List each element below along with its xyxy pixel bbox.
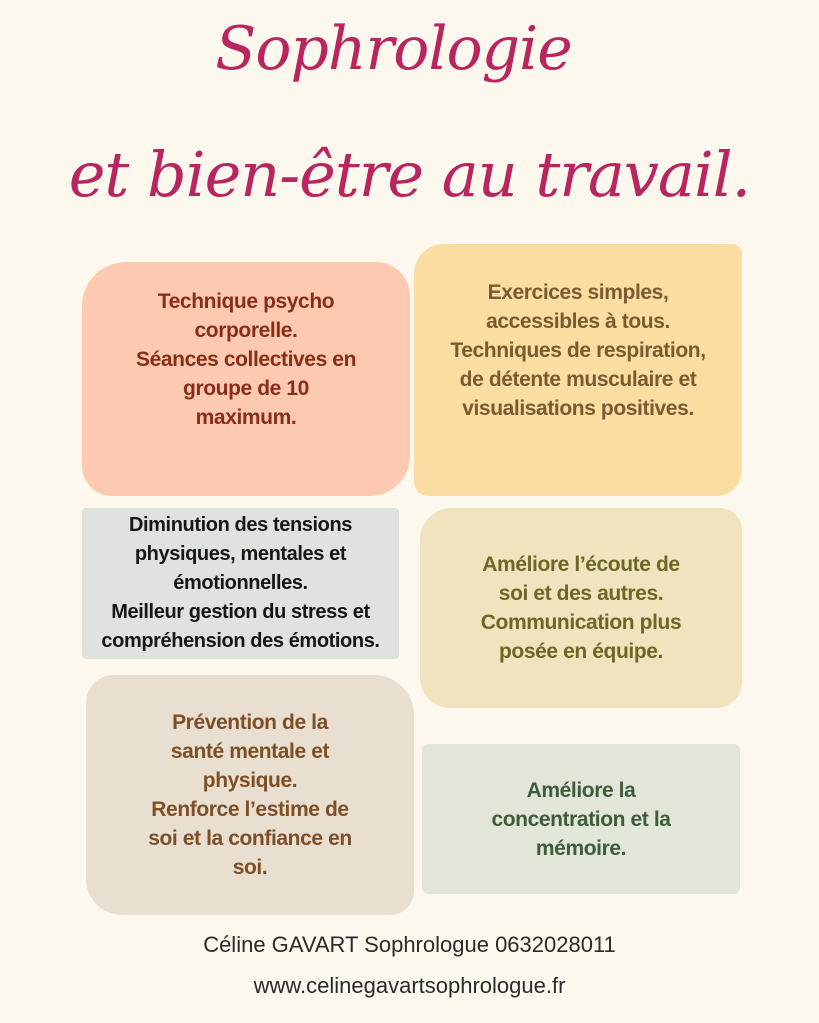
card-diminution-tensions-text: Diminution des tensions physiques, mentales et émotionnelles. Meilleur gestion du stress et compréhension des émotions.	[101, 514, 380, 652]
card-concentration	[422, 744, 740, 894]
footer-website[interactable]: www.celinegavartsophrologue.fr	[253, 973, 566, 998]
card-technique	[82, 262, 410, 496]
card-prevention	[86, 675, 414, 915]
card-prevention-text: Prévention de la santé mentale et physique. Renforce l’estime de soi et la confiance en soi.	[148, 711, 352, 879]
card-diminution-tensions	[82, 508, 399, 659]
card-concentration-text: Améliore la concentration et la mémoire.	[491, 778, 671, 860]
card-exercices-text: Exercices simples, accessibles à tous. Techniques de respiration, de détente musculaire et visualisations positives.	[450, 280, 706, 420]
card-exercices	[414, 244, 742, 496]
card-technique-text: Technique psycho corporelle. Séances collectives en groupe de 10 maximum.	[135, 289, 356, 429]
card-ecoute	[420, 508, 742, 708]
footer-contact: Céline GAVART Sophrologue 0632028011	[203, 932, 616, 957]
title-line-1: Sophrologie	[215, 14, 572, 84]
card-ecoute-text: Améliore l’écoute de soi et des autres. Communication plus posée en équipe.	[480, 553, 682, 663]
title-line-2: et bien-être au travail.	[68, 138, 751, 211]
